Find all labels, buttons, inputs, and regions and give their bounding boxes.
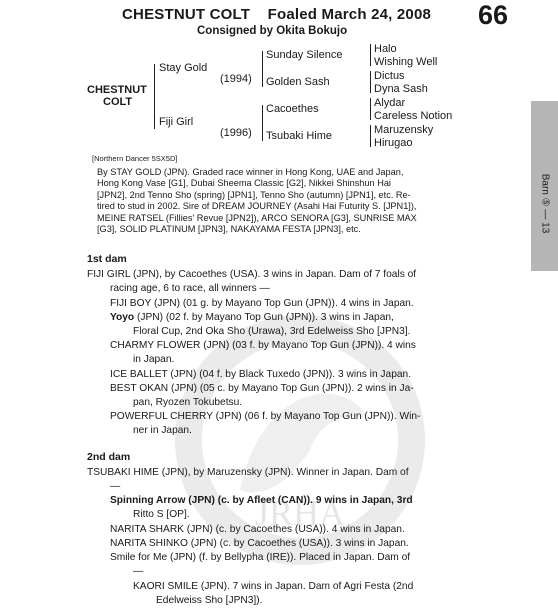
lot-number: 66 [478,0,509,30]
first-dam-line: ICE BALLET (JPN) (04 f. by Black Tuxedo (JPN)). 3 wins in Japan. [110,369,412,380]
pedigree-sire-year: (1994) [220,73,252,85]
pedigree-sss: Halo [374,43,397,55]
barn-tab-label: Barn ⑤ — 13 [539,173,551,234]
first-dam-line: Yoyo (JPN) (02 f. by Mayano Top Gun (JPN)). 3 wins in Japan, [110,312,394,323]
sire-line: tired to stud in 2002. Sire of DREAM JOURNEY (Asahi Hai Futurity S. [JPN1]), [97,201,417,212]
second-dam-line: KAORI SMILE (JPN). 7 wins in Japan. Dam of Agri Festa (2nd [133,581,414,592]
first-dam-heading: 1st dam [87,253,127,265]
pedigree-sire: Stay Gold [159,62,208,74]
consignor: Consigned by Okita Bokujo [197,25,348,37]
pedigree-bracket-dam [262,105,263,141]
pedigree-subject-line1: CHESTNUT [87,84,147,96]
first-dam-line: in Japan. [133,354,175,365]
pedigree-dsd: Careless Notion [374,110,453,122]
second-dam-line: Edelweiss Sho [JPN3]). [156,595,263,606]
pedigree-sd: Golden Sash [266,76,330,88]
sire-line: By STAY GOLD (JPN). Graded race winner in Hong Kong, UAE and Japan, [97,167,404,177]
pedigree-ddd: Hirugao [374,137,413,149]
pedigree-bracket-dd [370,125,371,147]
sire-line: [JPN2], 2nd Tenno Sho (spring) [JPN1], Tenno Sho (autumn) [JPN1], etc. Re- [97,189,411,200]
pedigree-ssd: Wishing Well [374,56,438,68]
pedigree-ds: Cacoethes [266,103,319,115]
first-dam-line: racing age, 6 to race, all winners — [110,283,270,294]
first-dam-line: POWERFUL CHERRY (JPN) (06 f. by Mayano Top Gun (JPN)). Win- [110,411,421,422]
watermark-text: JRHA [254,493,346,533]
pedigree-dam: Fiji Girl [159,116,194,128]
page-title: CHESTNUT COLT Foaled March 24, 2008 [122,6,432,23]
sire-line: MEINE RATSEL (Fillies' Revue [JPN2]), ARCO SENORA [G3], SUNRISE MAX [97,212,417,223]
first-dam-line: pan, Ryozen Tokubetsu. [133,397,243,408]
second-dam-line: Ritto S [OP]. [133,509,190,520]
first-dam-line: ner in Japan. [133,425,192,436]
pedigree-sdd: Dyna Sash [374,83,428,95]
pedigree-bracket-sire [262,51,263,87]
pedigree-dam-year: (1996) [220,127,252,139]
second-dam-line: NARITA SHINKO (JPN) (c. by Cacoethes (USA)). 3 wins in Japan. [110,538,409,549]
second-dam-line: Spinning Arrow (JPN) (c. by Afleet (CAN)). 9 wins in Japan, 3rd [110,495,413,506]
pedigree-subject-line2: COLT [103,96,133,108]
pedigree-bracket-sd [370,71,371,93]
sire-line: [G3], SOLID PLATINUM [JPN3], NAKAYAMA FESTA [JPN3], etc. [97,224,361,235]
pedigree-bracket-ds [370,98,371,120]
first-dam-line: FIJI GIRL (JPN), by Cacoethes (USA). 3 wins in Japan. Dam of 7 foals of [87,269,417,280]
pedigree-dss: Alydar [374,97,406,109]
second-dam-heading: 2nd dam [87,451,131,463]
second-dam-line: Smile for Me (JPN) (f. by Bellypha (IRE)). Placed in Japan. Dam of [110,552,411,563]
first-dam-line: CHARMY FLOWER (JPN) (03 f. by Mayano Top Gun (JPN)). 4 wins [110,340,416,351]
pedigree-dds: Maruzensky [374,124,434,136]
second-dam-line: — [110,481,121,492]
second-dam-line: — [133,566,144,577]
pedigree-dd: Tsubaki Hime [266,130,333,142]
first-dam-line: Floral Cup, 2nd Oka Sho (Urawa), 3rd Edelweiss Sho [JPN3]. [133,326,411,337]
sire-paragraph [97,167,465,235]
pedigree-sds: Dictus [374,70,405,82]
first-dam-line: BEST OKAN (JPN) (05 c. by Mayano Top Gun (JPN)). 2 wins in Ja- [110,383,414,394]
pedigree-ss: Sunday Silence [266,49,343,61]
sire-line: Hong Kong Vase [G1], Dubai Sheema Classic [G2], Nikkei Shinshun Hai [97,178,391,189]
first-dam-line: FIJI BOY (JPN) (01 g. by Mayano Top Gun (JPN)). 4 wins in Japan. [110,298,414,309]
barn-tab-label-wrap [529,173,558,236]
pedigree-bracket-ss [370,44,371,66]
pedigree-bracket-main [154,64,155,129]
second-dam-line: NARITA SHARK (JPN) (c. by Cacoethes (USA)). 4 wins in Japan. [110,524,405,535]
second-dam-line: TSUBAKI HIME (JPN), by Maruzensky (JPN). Winner in Japan. Dam of [87,467,409,478]
inbreeding-note: [Northern Dancer 5SX5D] [92,154,178,163]
